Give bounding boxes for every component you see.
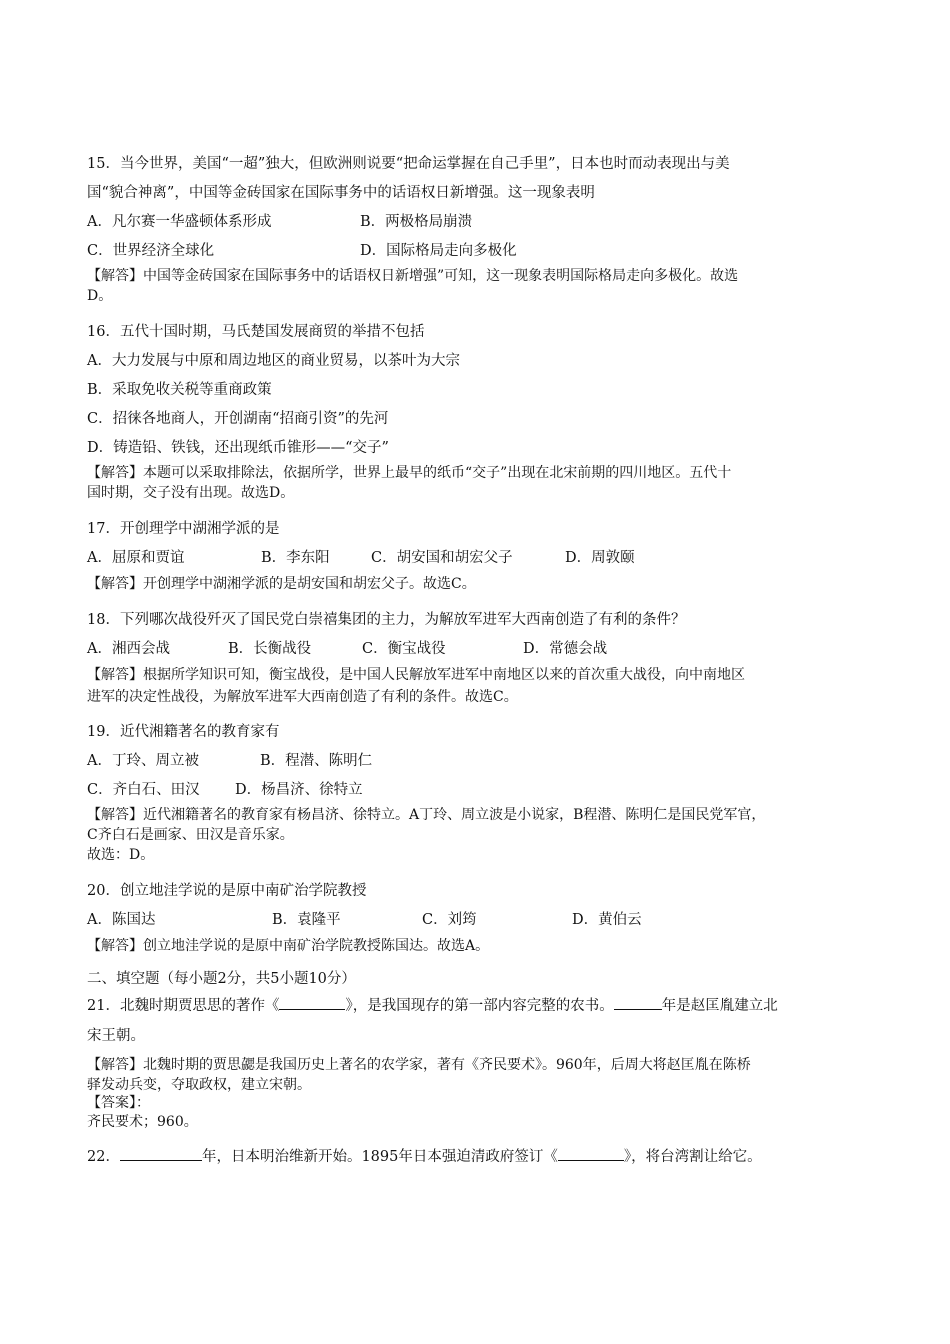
option-a: A．凡尔赛一华盛顿体系形成	[87, 214, 272, 230]
answer-line: 【解答】根据所学知识可知，衡宝战役，是中国人民解放军进军中南地区以来的首次重大战役，向中南地区	[87, 667, 745, 683]
question-17-answer	[87, 573, 877, 595]
option-d: D．周敦颐	[565, 550, 635, 566]
section-2-heading: 二、填空题（每小题2分，共5小题10分）	[87, 971, 356, 987]
option-a: A．丁玲、周立被	[87, 753, 199, 769]
question-17	[87, 515, 877, 595]
question-15-stem-line-1: 15．当今世界，美国“一超”独大，但欧洲则说要“把命运掌握在自己手里”，日本也时而动表现出与美	[87, 156, 730, 172]
question-19-stem: 19．近代湘籍著名的教育家有	[87, 724, 280, 740]
blank-2	[558, 1146, 624, 1161]
option-b: B．长衡战役	[228, 641, 312, 657]
stem-text: 年是赵匡胤建立北	[661, 998, 778, 1014]
question-18	[87, 606, 877, 708]
question-19-options-row-1	[87, 747, 877, 776]
question-15-options-row-2	[87, 237, 877, 266]
option-b: B．李东阳	[261, 550, 330, 566]
answer-key-label: 【答案】：	[87, 1095, 150, 1111]
stem-text: 21．北魏时期贾思思的著作《	[87, 998, 280, 1014]
answer-line: 【解答】开创理学中湖湘学派的是胡安国和胡宏父子。故选C。	[87, 576, 476, 592]
answer-line: 【解答】中国等金砖国家在国际事务中的话语权日新增强”可知，这一现象表明国际格局走向多极化。故选	[87, 268, 739, 284]
answer-key: 齐民要术；960。	[87, 1114, 198, 1130]
option-b: B．两极格局崩溃	[360, 214, 473, 230]
question-16-stem: 16．五代十国时期，马氏楚国发展商贸的举措不包括	[87, 324, 425, 340]
option-a: A．陈国达	[87, 912, 156, 928]
stem-text: 年，日本明治维新开始。1895年日本强迫清政府签订《	[201, 1149, 558, 1165]
option-b: B．程潜、陈明仁	[260, 753, 373, 769]
stem-text: 22．	[87, 1149, 120, 1165]
option-d: D．杨昌济、徐特立	[235, 782, 363, 798]
question-15-options-row-1	[87, 208, 877, 237]
answer-line: D。	[87, 288, 113, 304]
question-22	[87, 1144, 877, 1170]
option-a: A．湘西会战	[87, 641, 170, 657]
question-19	[87, 718, 877, 865]
option-c: C．胡安国和胡宏父子	[371, 550, 513, 566]
option-c: C．世界经济全球化	[87, 243, 215, 259]
answer-line: 故选：D。	[87, 847, 155, 863]
question-20-options	[87, 906, 877, 935]
blank-1	[120, 1146, 202, 1161]
option-c: C．衡宝战役	[362, 641, 446, 657]
question-19-options-row-2	[87, 776, 877, 805]
answer-line: 【解答】本题可以采取排除法，依据所学，世界上最早的纸币“交子”出现在北宋前期的四川地区。五代十	[87, 465, 732, 481]
answer-line: 驿发动兵变，夺取政权，建立宋朝。	[87, 1077, 311, 1093]
question-19-answer	[87, 805, 877, 865]
option-c: C．刘筠	[422, 912, 477, 928]
stem-text: 》，将台湾割让给它。	[623, 1149, 762, 1165]
question-15	[87, 150, 877, 306]
question-22-stem	[87, 1144, 877, 1170]
question-20-answer	[87, 935, 877, 957]
option-d: D．铸造铅、铁钱，还出现纸币锥形——“交子”	[87, 440, 389, 456]
question-18-answer	[87, 664, 877, 708]
answer-line: 【解答】创立地洼学说的是原中南矿治学院教授陈国达。故选A。	[87, 938, 490, 954]
option-c: C．招徕各地商人，开创湖南“招商引资”的先河	[87, 411, 389, 427]
question-21	[87, 991, 877, 1132]
question-20	[87, 877, 877, 957]
answer-line: 进军的决定性战役，为解放军进军大西南创造了有利的条件。故选C。	[87, 689, 518, 705]
blank-2	[614, 995, 662, 1010]
option-a: A．大力发展与中原和周边地区的商业贸易，以茶叶为大宗	[87, 353, 460, 369]
question-16	[87, 318, 877, 503]
question-17-options	[87, 544, 877, 573]
option-d: D．国际格局走向多极化	[360, 243, 517, 259]
answer-line: 【解答】北魏时期的贾思勰是我国历史上著名的农学家，著有《齐民要术》。960年，后周大将赵匡胤在陈桥	[87, 1057, 751, 1073]
question-17-stem: 17．开创理学中湖湘学派的是	[87, 521, 280, 537]
option-d: D．常德会战	[523, 641, 608, 657]
option-b: B．袁隆平	[272, 912, 341, 928]
question-15-answer	[87, 266, 877, 306]
answer-line: C齐白石是画家、田汉是音乐家。	[87, 827, 294, 843]
stem-text: 》，是我国现存的第一部内容完整的农书。	[345, 998, 614, 1014]
question-18-options	[87, 635, 877, 664]
question-15-stem-line-2: 国“貌合神离”，中国等金砖国家在国际事务中的话语权日新增强。这一现象表明	[87, 185, 595, 201]
question-16-answer	[87, 463, 877, 503]
answer-line: 国时期，交子没有出现。故选D。	[87, 485, 295, 501]
blank-1	[279, 995, 345, 1010]
question-21-stem-line-1	[87, 991, 877, 1021]
option-b: B．采取免收关税等重商政策	[87, 382, 272, 398]
option-a: A．屈原和贾谊	[87, 550, 185, 566]
option-d: D．黄伯云	[572, 912, 642, 928]
exam-page	[87, 150, 877, 1170]
answer-line: 【解答】近代湘籍著名的教育家有杨昌济、徐特立。A丁玲、周立波是小说家，B程潜、陈明仁是国民党军官，	[87, 807, 766, 823]
option-c: C．齐白石、田汉	[87, 782, 200, 798]
question-21-stem-line-2: 宋王朝。	[87, 1028, 145, 1044]
question-21-answer	[87, 1055, 877, 1132]
question-20-stem: 20．创立地洼学说的是原中南矿治学院教授	[87, 883, 367, 899]
question-18-stem: 18．下列哪次战役歼灭了国民党白崇禧集团的主力，为解放军进军大西南创造了有利的条件？	[87, 612, 686, 628]
